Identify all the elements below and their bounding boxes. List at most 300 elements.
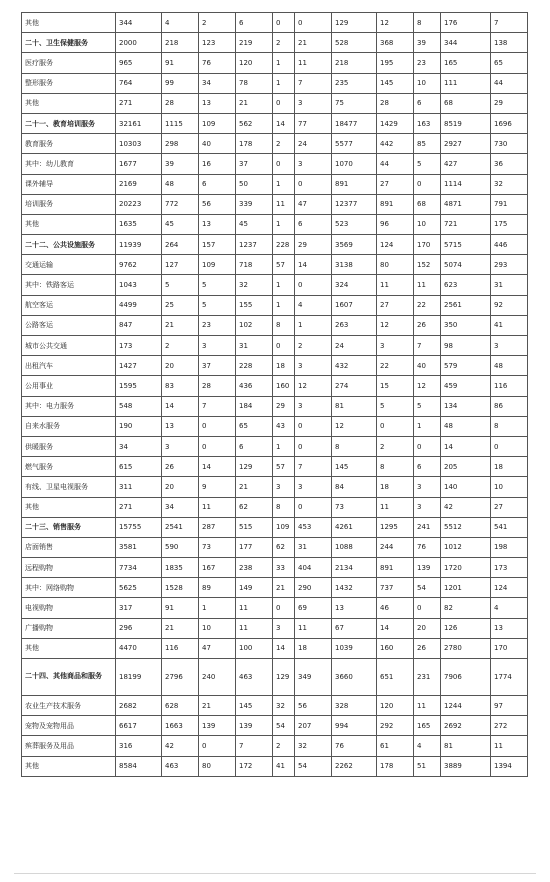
value-cell: 328 [332, 696, 377, 716]
value-cell: 129 [236, 457, 273, 477]
value-cell: 8519 [441, 113, 491, 133]
value-cell: 1043 [116, 275, 162, 295]
value-cell: 2 [273, 736, 295, 756]
value-cell: 3 [414, 477, 441, 497]
value-cell: 891 [332, 174, 377, 194]
value-cell: 1696 [491, 113, 528, 133]
category-cell: 整形服务 [22, 73, 116, 93]
value-cell: 290 [295, 578, 332, 598]
value-cell: 20223 [116, 194, 162, 214]
value-cell: 1720 [441, 558, 491, 578]
value-cell: 54 [414, 578, 441, 598]
value-cell: 29 [295, 235, 332, 255]
category-cell: 有线、卫星电视服务 [22, 477, 116, 497]
table-body [22, 13, 528, 777]
value-cell: 102 [236, 315, 273, 335]
category-cell: 其他 [22, 756, 116, 776]
value-cell: 43 [273, 416, 295, 436]
value-cell: 160 [377, 638, 414, 658]
value-cell: 5 [199, 295, 236, 315]
value-cell: 45 [162, 214, 199, 234]
value-cell: 7 [236, 736, 273, 756]
value-cell: 1595 [116, 376, 162, 396]
value-cell: 26 [162, 457, 199, 477]
value-cell: 20 [162, 477, 199, 497]
value-cell: 139 [199, 716, 236, 736]
value-cell: 40 [414, 356, 441, 376]
value-cell: 463 [236, 659, 273, 696]
value-cell: 7 [491, 13, 528, 33]
table-row [22, 618, 528, 638]
value-cell: 244 [377, 537, 414, 557]
category-cell: 供暖服务 [22, 436, 116, 456]
value-cell: 1244 [441, 696, 491, 716]
value-cell: 0 [273, 336, 295, 356]
value-cell: 28 [199, 376, 236, 396]
value-cell: 27 [377, 174, 414, 194]
value-cell: 1 [295, 315, 332, 335]
table-row [22, 194, 528, 214]
value-cell: 1429 [377, 113, 414, 133]
value-cell: 13 [332, 598, 377, 618]
category-cell: 其中：电力服务 [22, 396, 116, 416]
value-cell: 4 [491, 598, 528, 618]
value-cell: 145 [377, 73, 414, 93]
value-cell: 73 [199, 537, 236, 557]
value-cell: 42 [441, 497, 491, 517]
value-cell: 31 [236, 336, 273, 356]
category-cell: 店面销售 [22, 537, 116, 557]
value-cell: 287 [199, 517, 236, 537]
value-cell: 1 [273, 53, 295, 73]
value-cell: 404 [295, 558, 332, 578]
value-cell: 2 [295, 336, 332, 356]
value-cell: 272 [491, 716, 528, 736]
value-cell: 36 [491, 154, 528, 174]
value-cell: 21 [162, 618, 199, 638]
category-cell: 航空客运 [22, 295, 116, 315]
value-cell: 109 [199, 113, 236, 133]
value-cell: 177 [236, 537, 273, 557]
value-cell: 6 [236, 436, 273, 456]
table-row [22, 174, 528, 194]
value-cell: 562 [236, 113, 273, 133]
value-cell: 0 [295, 436, 332, 456]
table-row [22, 73, 528, 93]
value-cell: 721 [441, 214, 491, 234]
value-cell: 1201 [441, 578, 491, 598]
value-cell: 6 [295, 214, 332, 234]
value-cell: 772 [162, 194, 199, 214]
value-cell: 61 [377, 736, 414, 756]
value-cell: 44 [377, 154, 414, 174]
value-cell: 463 [162, 756, 199, 776]
table-row [22, 696, 528, 716]
value-cell: 173 [491, 558, 528, 578]
value-cell: 515 [236, 517, 273, 537]
value-cell: 219 [236, 33, 273, 53]
value-cell: 14 [273, 638, 295, 658]
value-cell: 23 [199, 315, 236, 335]
value-cell: 228 [236, 356, 273, 376]
value-cell: 0 [273, 93, 295, 113]
table-row [22, 134, 528, 154]
value-cell: 170 [491, 638, 528, 658]
value-cell: 292 [377, 716, 414, 736]
value-cell: 40 [199, 134, 236, 154]
value-cell: 65 [491, 53, 528, 73]
value-cell: 0 [199, 736, 236, 756]
category-cell: 医疗服务 [22, 53, 116, 73]
value-cell: 50 [236, 174, 273, 194]
table-row [22, 598, 528, 618]
value-cell: 1427 [116, 356, 162, 376]
value-cell: 109 [199, 255, 236, 275]
value-cell: 0 [414, 174, 441, 194]
value-cell: 298 [162, 134, 199, 154]
value-cell: 207 [295, 716, 332, 736]
table-row [22, 396, 528, 416]
value-cell: 5 [162, 275, 199, 295]
value-cell: 6 [414, 457, 441, 477]
value-cell: 15 [377, 376, 414, 396]
value-cell: 27 [377, 295, 414, 315]
value-cell: 34 [162, 497, 199, 517]
value-cell: 57 [273, 255, 295, 275]
value-cell: 14 [273, 113, 295, 133]
category-cell: 燃气服务 [22, 457, 116, 477]
value-cell: 11 [295, 618, 332, 638]
value-cell: 2169 [116, 174, 162, 194]
value-cell: 6617 [116, 716, 162, 736]
value-cell: 2262 [332, 756, 377, 776]
value-cell: 3 [414, 497, 441, 517]
value-cell: 152 [414, 255, 441, 275]
value-cell: 14 [441, 436, 491, 456]
value-cell: 228 [273, 235, 295, 255]
value-cell: 190 [116, 416, 162, 436]
value-cell: 22 [414, 295, 441, 315]
table-row [22, 659, 528, 696]
value-cell: 116 [491, 376, 528, 396]
value-cell: 78 [236, 73, 273, 93]
value-cell: 37 [236, 154, 273, 174]
value-cell: 0 [295, 13, 332, 33]
table-row [22, 477, 528, 497]
value-cell: 6 [199, 174, 236, 194]
value-cell: 11 [491, 736, 528, 756]
category-cell: 其中：铁路客运 [22, 275, 116, 295]
value-cell: 46 [377, 598, 414, 618]
value-cell: 590 [162, 537, 199, 557]
value-cell: 1 [273, 275, 295, 295]
value-cell: 1774 [491, 659, 528, 696]
value-cell: 44 [491, 73, 528, 93]
value-cell: 1 [199, 598, 236, 618]
category-cell: 宠物及宠物用品 [22, 716, 116, 736]
value-cell: 155 [236, 295, 273, 315]
value-cell: 109 [273, 517, 295, 537]
value-cell: 4 [414, 736, 441, 756]
value-cell: 124 [491, 578, 528, 598]
table-row [22, 235, 528, 255]
value-cell: 218 [162, 33, 199, 53]
value-cell: 160 [273, 376, 295, 396]
value-cell: 2 [273, 33, 295, 53]
category-cell: 二十、卫生保健服务 [22, 33, 116, 53]
value-cell: 120 [377, 696, 414, 716]
value-cell: 541 [491, 517, 528, 537]
value-cell: 730 [491, 134, 528, 154]
value-cell: 6 [236, 13, 273, 33]
value-cell: 5 [199, 275, 236, 295]
value-cell: 2 [162, 336, 199, 356]
table-row [22, 356, 528, 376]
value-cell: 12 [295, 376, 332, 396]
value-cell: 14 [295, 255, 332, 275]
value-cell: 3 [295, 93, 332, 113]
category-cell: 培训服务 [22, 194, 116, 214]
value-cell: 62 [236, 497, 273, 517]
value-cell: 145 [332, 457, 377, 477]
table-row [22, 736, 528, 756]
value-cell: 1677 [116, 154, 162, 174]
category-cell: 交通运输 [22, 255, 116, 275]
value-cell: 3 [162, 436, 199, 456]
value-cell: 8 [273, 497, 295, 517]
value-cell: 41 [273, 756, 295, 776]
value-cell: 76 [332, 736, 377, 756]
value-cell: 791 [491, 194, 528, 214]
value-cell: 1528 [162, 578, 199, 598]
value-cell: 8 [273, 315, 295, 335]
value-cell: 124 [377, 235, 414, 255]
category-cell: 农业生产技术服务 [22, 696, 116, 716]
value-cell: 18 [491, 457, 528, 477]
value-cell: 65 [236, 416, 273, 436]
value-cell: 32161 [116, 113, 162, 133]
value-cell: 0 [199, 436, 236, 456]
value-cell: 14 [377, 618, 414, 638]
statistics-table [21, 12, 528, 777]
value-cell: 1088 [332, 537, 377, 557]
value-cell: 11939 [116, 235, 162, 255]
value-cell: 29 [491, 93, 528, 113]
table-row [22, 13, 528, 33]
value-cell: 1663 [162, 716, 199, 736]
value-cell: 26 [414, 638, 441, 658]
value-cell: 0 [273, 154, 295, 174]
value-cell: 271 [116, 93, 162, 113]
value-cell: 10 [414, 73, 441, 93]
value-cell: 3 [491, 336, 528, 356]
value-cell: 9 [199, 477, 236, 497]
value-cell: 965 [116, 53, 162, 73]
value-cell: 170 [414, 235, 441, 255]
value-cell: 1 [273, 174, 295, 194]
category-cell: 远程购物 [22, 558, 116, 578]
value-cell: 548 [116, 396, 162, 416]
value-cell: 427 [441, 154, 491, 174]
value-cell: 994 [332, 716, 377, 736]
value-cell: 2692 [441, 716, 491, 736]
value-cell: 1 [414, 416, 441, 436]
value-cell: 12 [414, 376, 441, 396]
table-row [22, 53, 528, 73]
value-cell: 2 [377, 436, 414, 456]
value-cell: 86 [491, 396, 528, 416]
value-cell: 3889 [441, 756, 491, 776]
value-cell: 198 [491, 537, 528, 557]
value-cell: 172 [236, 756, 273, 776]
value-cell: 62 [273, 537, 295, 557]
value-cell: 316 [116, 736, 162, 756]
value-cell: 111 [441, 73, 491, 93]
table-row [22, 716, 528, 736]
value-cell: 13 [199, 93, 236, 113]
value-cell: 3660 [332, 659, 377, 696]
value-cell: 271 [116, 497, 162, 517]
value-cell: 28 [162, 93, 199, 113]
value-cell: 0 [295, 497, 332, 517]
value-cell: 25 [162, 295, 199, 315]
table-row [22, 756, 528, 776]
value-cell: 3581 [116, 537, 162, 557]
category-cell: 二十四、其他商品和服务 [22, 659, 116, 696]
value-cell: 165 [441, 53, 491, 73]
value-cell: 32 [236, 275, 273, 295]
value-cell: 37 [199, 356, 236, 376]
value-cell: 11 [377, 497, 414, 517]
value-cell: 3 [295, 396, 332, 416]
table-row [22, 558, 528, 578]
value-cell: 34 [116, 436, 162, 456]
category-cell: 城市公共交通 [22, 336, 116, 356]
table-row [22, 517, 528, 537]
value-cell: 23 [414, 53, 441, 73]
value-cell: 1835 [162, 558, 199, 578]
value-cell: 54 [273, 716, 295, 736]
value-cell: 5715 [441, 235, 491, 255]
value-cell: 83 [162, 376, 199, 396]
table-row [22, 295, 528, 315]
table-row [22, 336, 528, 356]
value-cell: 91 [162, 598, 199, 618]
value-cell: 76 [199, 53, 236, 73]
value-cell: 77 [295, 113, 332, 133]
value-cell: 20 [162, 356, 199, 376]
value-cell: 2561 [441, 295, 491, 315]
value-cell: 97 [491, 696, 528, 716]
category-cell: 广播购物 [22, 618, 116, 638]
value-cell: 7 [295, 73, 332, 93]
value-cell: 92 [491, 295, 528, 315]
value-cell: 4261 [332, 517, 377, 537]
bottom-divider [14, 873, 536, 874]
value-cell: 4 [295, 295, 332, 315]
value-cell: 7 [295, 457, 332, 477]
value-cell: 139 [236, 716, 273, 736]
value-cell: 317 [116, 598, 162, 618]
value-cell: 21 [162, 315, 199, 335]
value-cell: 45 [236, 214, 273, 234]
value-cell: 89 [199, 578, 236, 598]
value-cell: 14 [199, 457, 236, 477]
value-cell: 1 [273, 295, 295, 315]
category-cell: 自来水服务 [22, 416, 116, 436]
value-cell: 175 [491, 214, 528, 234]
value-cell: 18 [377, 477, 414, 497]
value-cell: 10303 [116, 134, 162, 154]
value-cell: 523 [332, 214, 377, 234]
value-cell: 0 [377, 416, 414, 436]
value-cell: 5625 [116, 578, 162, 598]
value-cell: 12377 [332, 194, 377, 214]
value-cell: 21 [273, 578, 295, 598]
value-cell: 231 [414, 659, 441, 696]
value-cell: 195 [377, 53, 414, 73]
value-cell: 5 [414, 154, 441, 174]
value-cell: 165 [414, 716, 441, 736]
value-cell: 718 [236, 255, 273, 275]
value-cell: 11 [199, 497, 236, 517]
value-cell: 615 [116, 457, 162, 477]
table-row [22, 154, 528, 174]
table-row [22, 436, 528, 456]
value-cell: 1070 [332, 154, 377, 174]
value-cell: 2 [273, 134, 295, 154]
value-cell: 0 [199, 416, 236, 436]
value-cell: 139 [414, 558, 441, 578]
category-cell: 电视购物 [22, 598, 116, 618]
value-cell: 0 [295, 174, 332, 194]
value-cell: 127 [162, 255, 199, 275]
value-cell: 350 [441, 315, 491, 335]
value-cell: 528 [332, 33, 377, 53]
value-cell: 39 [162, 154, 199, 174]
value-cell: 76 [414, 537, 441, 557]
value-cell: 205 [441, 457, 491, 477]
value-cell: 1012 [441, 537, 491, 557]
value-cell: 4 [162, 13, 199, 33]
value-cell: 296 [116, 618, 162, 638]
value-cell: 3 [295, 154, 332, 174]
value-cell: 12 [332, 416, 377, 436]
value-cell: 24 [295, 134, 332, 154]
value-cell: 126 [441, 618, 491, 638]
value-cell: 1635 [116, 214, 162, 234]
value-cell: 3 [295, 356, 332, 376]
value-cell: 145 [236, 696, 273, 716]
value-cell: 11 [414, 696, 441, 716]
value-cell: 13 [162, 416, 199, 436]
table-row [22, 33, 528, 53]
value-cell: 1039 [332, 638, 377, 658]
value-cell: 0 [295, 416, 332, 436]
value-cell: 11 [377, 275, 414, 295]
value-cell: 436 [236, 376, 273, 396]
value-cell: 138 [491, 33, 528, 53]
value-cell: 12 [377, 13, 414, 33]
value-cell: 11 [236, 618, 273, 638]
category-cell: 二十二、公共设施服务 [22, 235, 116, 255]
value-cell: 68 [414, 194, 441, 214]
value-cell: 184 [236, 396, 273, 416]
category-cell: 其中：网络购物 [22, 578, 116, 598]
category-cell: 其中：幼儿教育 [22, 154, 116, 174]
value-cell: 7 [199, 396, 236, 416]
table-row [22, 275, 528, 295]
